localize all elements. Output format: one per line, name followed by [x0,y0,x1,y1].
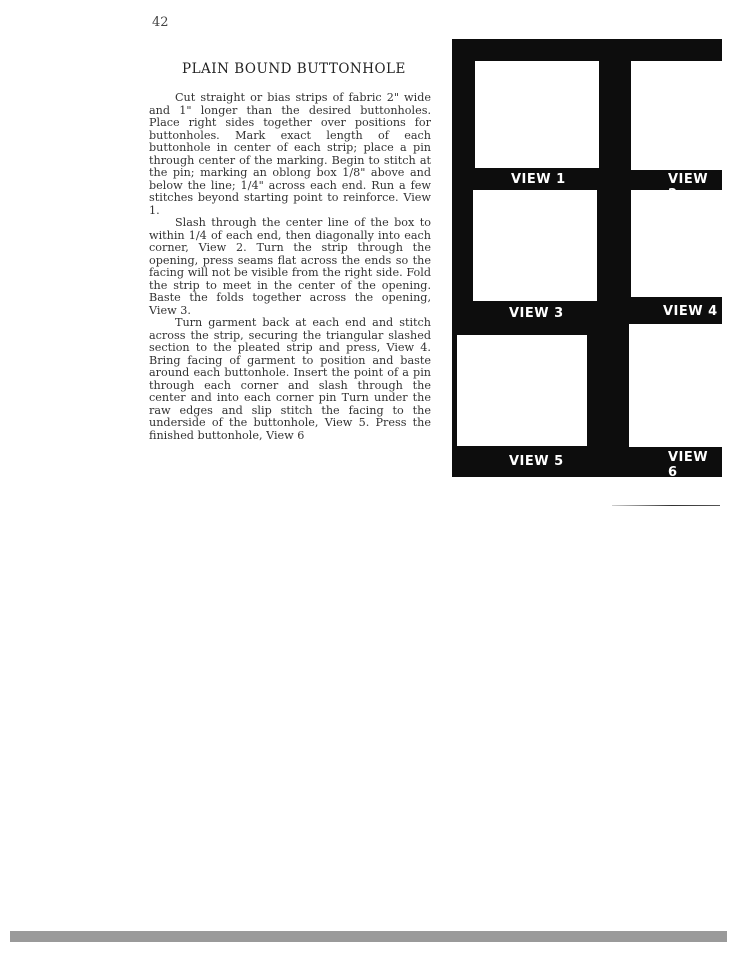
instructions-text [149,92,431,442]
page-number: 42 [152,15,169,30]
view-4-label: VIEW 4 [663,304,718,319]
paragraph-3: Turn garment back at each end and stitch across the strip, securing the triangular slashed section to the pleated strip and press, View 4. Bring facing of garment to position and baste around each buttonhole. Insert the point of a pin through each corner and slash through the center and into each corner pin Turn under the raw edges and slip stitch the facing to the underside of the buttonhole, View 5. Press the finished buttonhole, View 6 [149,316,431,442]
view-1-image [475,61,599,168]
view-1-label: VIEW 1 [511,172,566,187]
page-title: PLAIN BOUND BUTTONHOLE [182,61,406,77]
view-5-label: VIEW 5 [509,454,564,469]
view-5-image [457,335,587,446]
paragraph-2: Slash through the center line of the box to within 1/4 of each end, then diagonally into each corner, View 2. Turn the strip through the opening, press seams flat across the ends so the facing will not be visible from the right side. Fold the strip to meet in the center of the opening. Baste the folds together across the opening, View 3. [149,216,431,317]
view-2-image [631,61,722,170]
scan-edge-bar [10,931,727,942]
view-3-image [473,190,597,301]
buttonhole-views-figure [452,39,722,480]
view-6-label: VIEW 6 [668,450,709,480]
view-3-label: VIEW 3 [509,306,564,321]
view-4-image [631,190,722,297]
divider-line [612,505,720,506]
view-2-label: VIEW [668,172,709,187]
paragraph-1: Cut straight or bias strips of fabric 2" wide and 1" longer than the desired buttonholes. Place right sides together over positions for buttonholes. Mark exact length of each buttonhole in center of each strip; place a pin through center of the marking. Begin to stitch at the pin; marking an oblong box 1/8" above and below the line; 1/4" across each end. Run a few stitches beyond starting point to reinforce. View 1. [149,91,431,217]
view-6-image [629,324,722,447]
